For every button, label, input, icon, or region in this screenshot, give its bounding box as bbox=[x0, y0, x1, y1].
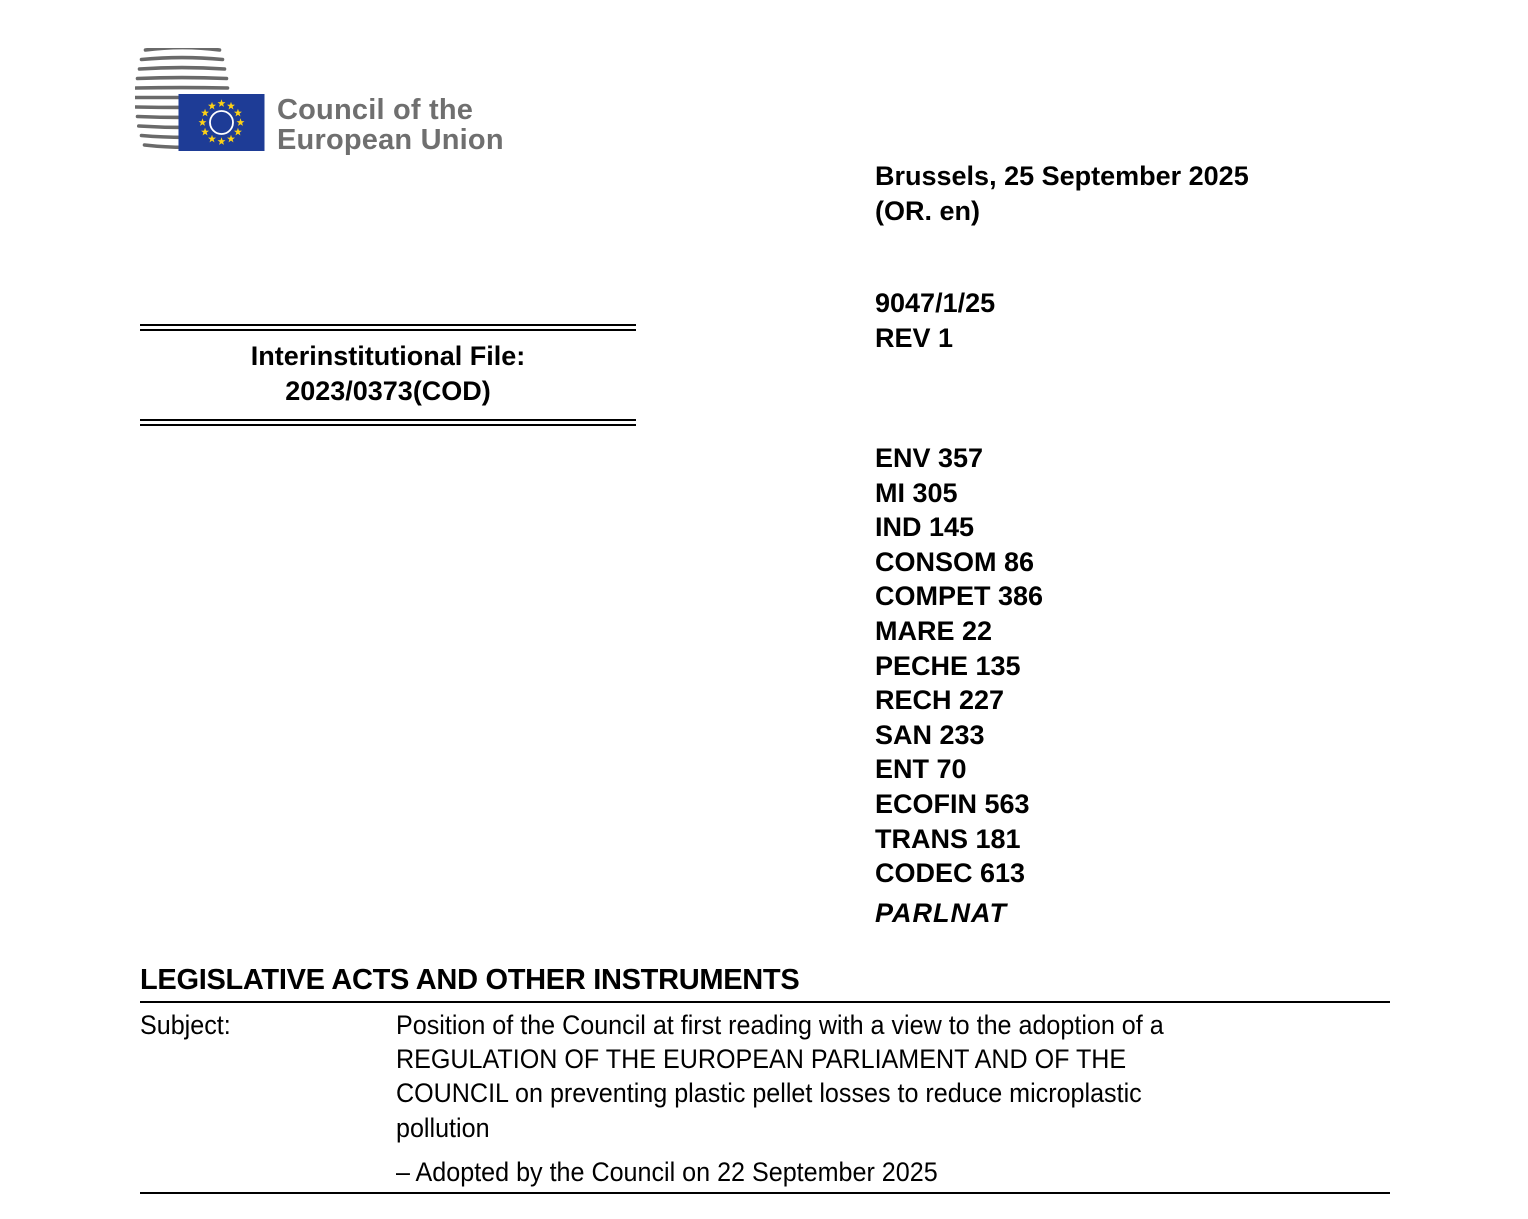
doc-number-block bbox=[875, 286, 995, 356]
subject-line: REGULATION OF THE EUROPEAN PARLIAMENT AND OF THE bbox=[396, 1044, 1127, 1075]
code-item: CODEC 613 bbox=[875, 858, 1026, 889]
code-item: CONSOM 86 bbox=[875, 546, 1035, 577]
org-name-line1: Council of the bbox=[277, 94, 474, 126]
council-logo bbox=[135, 48, 265, 152]
subject-line: pollution bbox=[396, 1112, 490, 1143]
header-date-block bbox=[875, 159, 1249, 229]
code-item: MI 305 bbox=[875, 477, 958, 508]
subject-line: COUNCIL on preventing plastic pellet losses to reduce microplastic bbox=[396, 1078, 1142, 1109]
interinstitutional-label: Interinstitutional File: bbox=[250, 341, 526, 371]
eu-flag-icon bbox=[179, 94, 265, 151]
code-item: PECHE 135 bbox=[875, 650, 1021, 681]
org-name bbox=[277, 95, 504, 155]
subject-codes-list bbox=[875, 441, 1043, 930]
section-heading: LEGISLATIVE ACTS AND OTHER INSTRUMENTS bbox=[140, 964, 800, 996]
subject-line: Position of the Council at first reading with a view to the adoption of a bbox=[396, 1010, 1164, 1040]
adopted-note: – Adopted by the Council on 22 September 2025 bbox=[396, 1156, 938, 1187]
subject-label: Subject: bbox=[140, 1010, 231, 1040]
code-item: IND 145 bbox=[875, 512, 975, 543]
code-item-parlnat: PARLNAT bbox=[875, 897, 1007, 928]
code-item: RECH 227 bbox=[875, 685, 1005, 716]
place-date: Brussels, 25 September 2025 bbox=[875, 161, 1249, 191]
language-note: (OR. en) bbox=[875, 196, 980, 226]
doc-revision: REV 1 bbox=[875, 323, 954, 353]
interinstitutional-file-box bbox=[140, 324, 636, 426]
code-item: MARE 22 bbox=[875, 615, 993, 646]
code-item: ENV 357 bbox=[875, 443, 984, 473]
code-item: SAN 233 bbox=[875, 719, 985, 750]
code-item: COMPET 386 bbox=[875, 581, 1044, 612]
divider-line-bottom bbox=[140, 1192, 1390, 1194]
code-item: ENT 70 bbox=[875, 754, 967, 785]
divider-line-top bbox=[140, 1001, 1390, 1003]
interinstitutional-number: 2023/0373(COD) bbox=[285, 376, 491, 406]
org-name-line2: European Union bbox=[277, 124, 504, 156]
code-item: ECOFIN 563 bbox=[875, 788, 1030, 819]
subject-text bbox=[396, 1008, 1335, 1189]
code-item: TRANS 181 bbox=[875, 823, 1021, 854]
doc-number: 9047/1/25 bbox=[875, 288, 996, 318]
